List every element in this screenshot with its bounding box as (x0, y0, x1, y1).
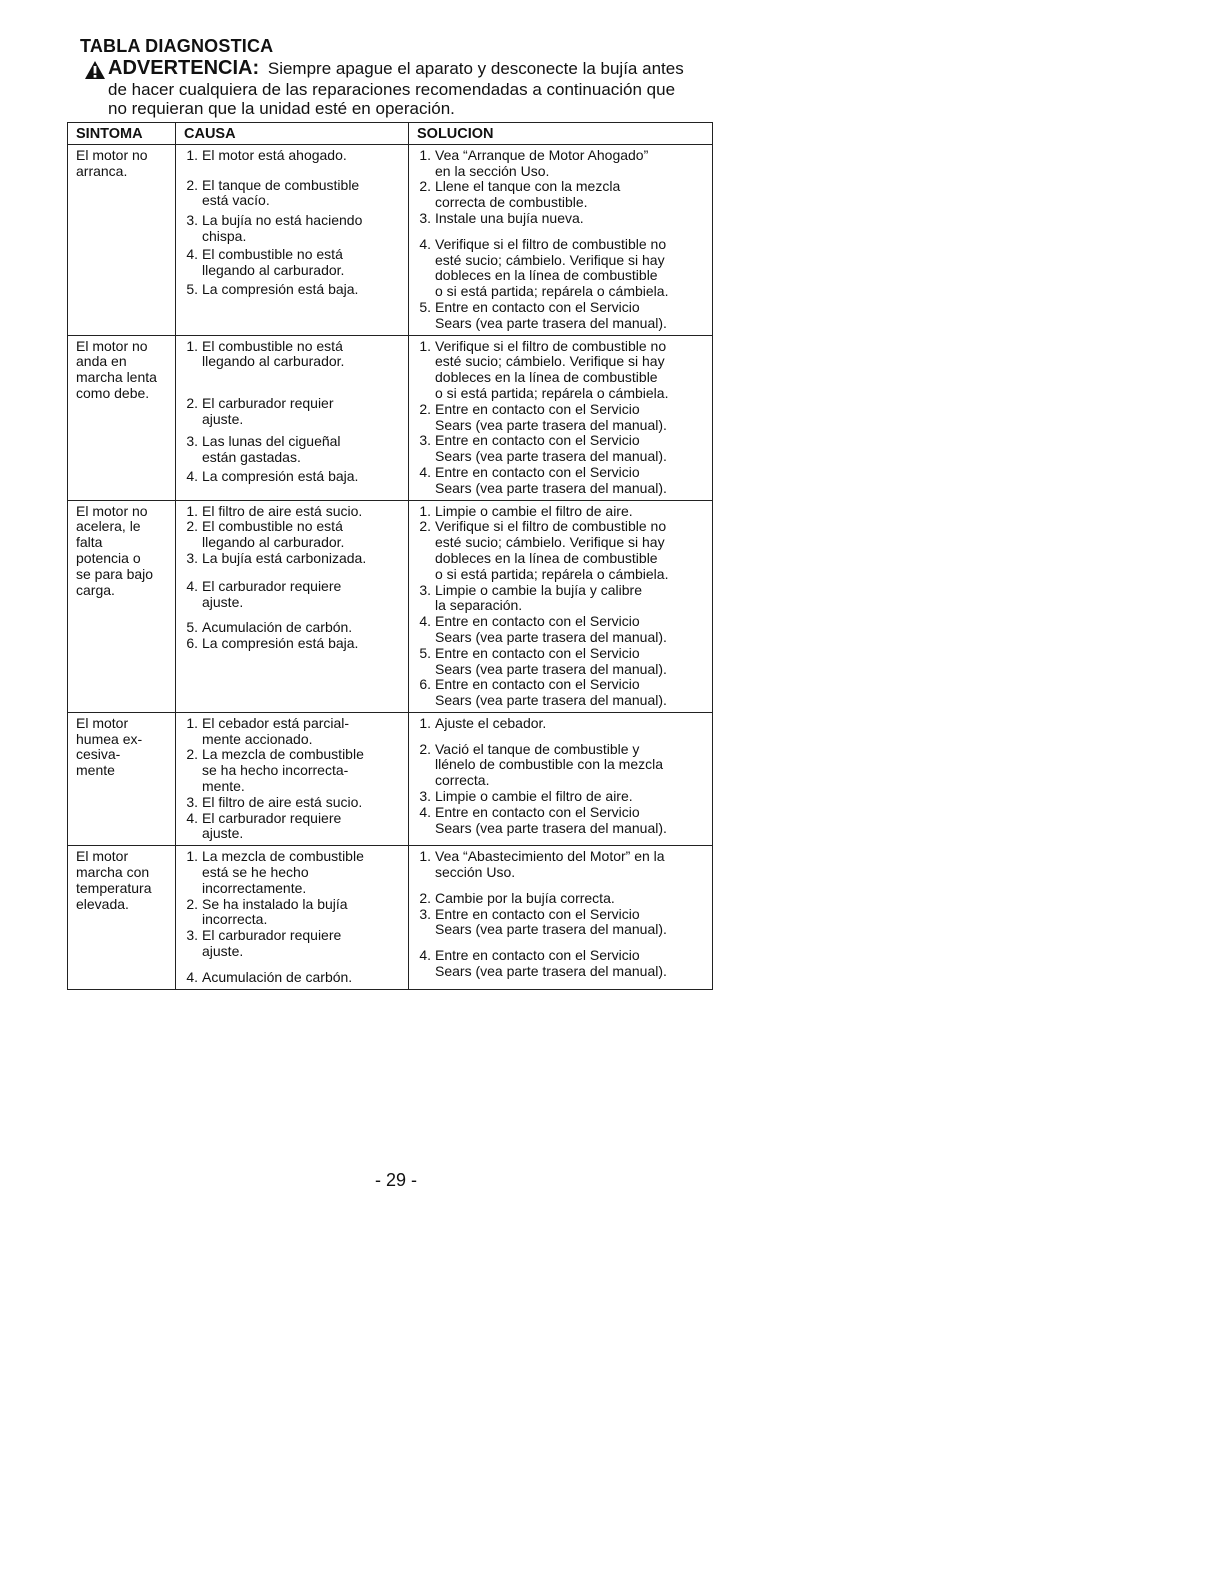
item-text (202, 247, 404, 279)
item-text (202, 551, 404, 567)
item-number: 3. (186, 793, 198, 810)
item-text-line: El cebador está parcial- (202, 714, 350, 731)
item-number: 4. (186, 468, 198, 485)
item-text (435, 891, 708, 907)
solucion-item (415, 849, 708, 881)
item-number: 5. (419, 644, 431, 661)
item-text-line: mente accionado. (202, 730, 313, 747)
item-text (202, 339, 404, 371)
item-text-line: Entre en contacto con el Servicio (435, 905, 640, 922)
sintoma-line: humea ex- (76, 730, 143, 747)
item-number: 2. (419, 178, 431, 195)
sintoma-line: El motor no (76, 337, 148, 354)
item-text (202, 396, 404, 428)
solucion-item (415, 339, 708, 402)
item-text-line: Vea “Abastecimiento del Motor” en la (435, 848, 665, 865)
item-text-line: Verifique si el filtro de combustible no (435, 518, 667, 535)
warning-label: ADVERTENCIA: (108, 57, 260, 79)
item-text-line: Entre en contacto con el Servicio (435, 803, 640, 820)
item-text (202, 282, 404, 298)
header-sintoma: SINTOMA (68, 123, 176, 145)
item-text (435, 465, 708, 497)
solucion-item (415, 433, 708, 465)
warning-text-line: de hacer cualquiera de las reparaciones recomendadas a continuación que (108, 80, 676, 99)
item-text (435, 519, 708, 582)
item-text-line: Vea “Arranque de Motor Ahogado” (435, 146, 649, 163)
solucion-cell (409, 335, 713, 500)
item-text-line: incorrecta. (202, 911, 268, 928)
diagnostic-table (67, 122, 713, 990)
sintoma-cell (68, 335, 176, 500)
item-number: 3. (186, 212, 198, 229)
causa-item (182, 579, 404, 611)
item-number: 5. (186, 619, 198, 636)
sintoma-line: elevada. (76, 895, 129, 912)
item-text-line: La bujía no está haciendo (202, 212, 363, 229)
item-text (435, 716, 708, 732)
item-text (202, 519, 404, 551)
item-text-line: Limpie o cambie el filtro de aire. (435, 788, 633, 805)
item-text-line: o si está partida; repárela o cámbiela. (435, 565, 669, 582)
item-number: 1. (186, 848, 198, 865)
causa-item (182, 795, 404, 811)
item-number: 3. (419, 788, 431, 805)
item-number: 1. (186, 714, 198, 731)
causa-cell (176, 335, 409, 500)
item-text (435, 948, 708, 980)
item-text-line: ajuste. (202, 825, 244, 842)
table-row (68, 712, 713, 845)
item-text-line: Llene el tanque con la mezcla (435, 178, 621, 195)
solucion-item (415, 179, 708, 211)
item-text-line: Entre en contacto con el Servicio (435, 400, 640, 417)
item-text (202, 849, 404, 896)
causa-item (182, 213, 404, 245)
item-text (435, 433, 708, 465)
item-text-line: Entre en contacto con el Servicio (435, 613, 640, 630)
item-number: 1. (419, 146, 431, 163)
page-title: TABLA DIAGNOSTICA (80, 36, 274, 56)
solucion-item (415, 742, 708, 789)
table-header-row (68, 123, 713, 145)
item-text (435, 789, 708, 805)
solucion-item (415, 891, 708, 907)
solucion-item (415, 789, 708, 805)
item-text-line: se ha hecho incorrecta- (202, 762, 349, 779)
solucion-item (415, 211, 708, 227)
item-text (435, 614, 708, 646)
item-number: 2. (419, 740, 431, 757)
solucion-item (415, 300, 708, 332)
item-text-line: Acumulación de carbón. (202, 968, 353, 985)
item-text-line: Sears (vea parte trasera del manual). (435, 963, 667, 980)
item-text (435, 300, 708, 332)
causa-item (182, 339, 404, 371)
item-text-line: El filtro de aire está sucio. (202, 502, 363, 519)
item-number: 3. (186, 432, 198, 449)
causa-item (182, 504, 404, 520)
item-text (435, 402, 708, 434)
item-text-line: llegando al carburador. (202, 353, 345, 370)
item-number: 5. (419, 298, 431, 315)
item-text-line: El carburador requiere (202, 809, 342, 826)
item-number: 3. (419, 432, 431, 449)
solucion-item (415, 614, 708, 646)
item-text (202, 148, 404, 164)
solucion-item (415, 465, 708, 497)
sintoma-line: El motor no (76, 146, 148, 163)
table-row (68, 335, 713, 500)
solucion-cell (409, 712, 713, 845)
causa-item (182, 396, 404, 428)
solucion-item (415, 237, 708, 300)
item-number: 4. (419, 803, 431, 820)
sintoma-line: marcha con (76, 864, 150, 881)
item-text-line: El carburador requiere (202, 577, 342, 594)
causa-cell (176, 144, 409, 335)
item-text (435, 677, 708, 709)
warning-text-line: no requieran que la unidad esté en operación. (108, 99, 455, 118)
item-number: 4. (186, 577, 198, 594)
item-text (435, 504, 708, 520)
item-text-line: sección Uso. (435, 864, 516, 881)
item-text (435, 907, 708, 939)
solucion-cell (409, 846, 713, 989)
item-text-line: El combustible no está (202, 337, 343, 354)
item-number: 2. (186, 518, 198, 535)
item-text-line: Sears (vea parte trasera del manual). (435, 692, 667, 709)
item-text (202, 434, 404, 466)
item-text-line: El combustible no está (202, 518, 343, 535)
item-number: 1. (419, 848, 431, 865)
item-text-line: Sears (vea parte trasera del manual). (435, 314, 667, 331)
item-text-line: Limpie o cambie la bujía y calibre (435, 581, 642, 598)
item-number: 4. (419, 947, 431, 964)
item-text-line: Verifique si el filtro de combustible no (435, 337, 667, 354)
item-number: 1. (186, 146, 198, 163)
item-number: 4. (419, 235, 431, 252)
item-text-line: correcta. (435, 772, 490, 789)
causa-item (182, 716, 404, 748)
item-text-line: llegando al carburador. (202, 534, 345, 551)
causa-item (182, 519, 404, 551)
table-row (68, 144, 713, 335)
item-text-line: Entre en contacto con el Servicio (435, 644, 640, 661)
item-text-line: El motor está ahogado. (202, 146, 347, 163)
item-number: 6. (186, 635, 198, 652)
header-causa: CAUSA (176, 123, 409, 145)
item-text-line: El filtro de aire está sucio. (202, 793, 363, 810)
item-number: 2. (419, 400, 431, 417)
sintoma-line: mente (76, 762, 115, 779)
item-text-line: ajuste. (202, 593, 244, 610)
item-text-line: llegando al carburador. (202, 261, 345, 278)
warning-line (108, 59, 708, 78)
item-text (202, 716, 404, 748)
warning-continuation (108, 80, 708, 118)
item-number: 3. (186, 927, 198, 944)
item-text-line: Entre en contacto con el Servicio (435, 676, 640, 693)
item-text (202, 504, 404, 520)
sintoma-line: El motor no (76, 502, 148, 519)
item-text (202, 178, 404, 210)
item-text-line: El carburador requiere (202, 927, 342, 944)
sintoma-line: como debe. (76, 384, 150, 401)
item-text-line: esté sucio; cámbielo. Verifique si hay (435, 534, 665, 551)
item-number: 1. (419, 337, 431, 354)
warning-icon (84, 60, 106, 80)
sintoma-line: temperatura (76, 879, 152, 896)
table-row (68, 846, 713, 989)
causa-item (182, 811, 404, 843)
item-text-line: están gastadas. (202, 448, 301, 465)
item-number: 3. (419, 209, 431, 226)
item-number: 5. (186, 281, 198, 298)
sintoma-line: falta (76, 534, 103, 551)
item-number: 2. (186, 746, 198, 763)
item-text-line: Entre en contacto con el Servicio (435, 463, 640, 480)
item-text-line: Vació el tanque de combustible y (435, 740, 640, 757)
sintoma-line: El motor (76, 714, 129, 731)
item-text (202, 636, 404, 652)
solucion-item (415, 646, 708, 678)
causa-item (182, 247, 404, 279)
solucion-item (415, 948, 708, 980)
item-number: 4. (186, 245, 198, 262)
item-text-line: mente. (202, 778, 245, 795)
causa-item (182, 636, 404, 652)
item-text-line: correcta de combustible. (435, 194, 588, 211)
causa-item (182, 897, 404, 929)
item-number: 4. (419, 463, 431, 480)
item-text-line: Sears (vea parte trasera del manual). (435, 921, 667, 938)
item-text (202, 928, 404, 960)
item-text-line: Acumulación de carbón. (202, 619, 353, 636)
causa-item (182, 928, 404, 960)
sintoma-cell (68, 846, 176, 989)
causa-item (182, 469, 404, 485)
causa-item (182, 551, 404, 567)
item-text-line: está vacío. (202, 192, 270, 209)
item-text (202, 747, 404, 794)
item-text-line: La mezcla de combustible (202, 746, 364, 763)
item-text-line: Sears (vea parte trasera del manual). (435, 628, 667, 645)
item-text (435, 237, 708, 300)
causa-item (182, 620, 404, 636)
header-solucion: SOLUCION (409, 123, 713, 145)
sintoma-line: marcha lenta (76, 369, 157, 386)
item-text-line: El tanque de combustible (202, 176, 360, 193)
solucion-cell (409, 144, 713, 335)
causa-item (182, 747, 404, 794)
causa-item (182, 434, 404, 466)
solucion-item (415, 519, 708, 582)
item-text-line: La compresión está baja. (202, 281, 359, 298)
item-text-line: Sears (vea parte trasera del manual). (435, 448, 667, 465)
item-text-line: Sears (vea parte trasera del manual). (435, 416, 667, 433)
table-body (68, 144, 713, 989)
item-number: 2. (419, 889, 431, 906)
item-text-line: incorrectamente. (202, 879, 307, 896)
solucion-item (415, 148, 708, 180)
sintoma-line: carga. (76, 581, 115, 598)
causa-item (182, 282, 404, 298)
item-text (202, 795, 404, 811)
sintoma-line: acelera, le (76, 518, 141, 535)
item-text (435, 583, 708, 615)
table-row (68, 500, 713, 712)
item-text-line: Limpie o cambie el filtro de aire. (435, 502, 633, 519)
item-text (202, 811, 404, 843)
sintoma-line: potencia o (76, 549, 141, 566)
item-text-line: dobleces en la línea de combustible (435, 549, 658, 566)
item-text (202, 213, 404, 245)
item-number: 1. (419, 714, 431, 731)
causa-cell (176, 500, 409, 712)
item-text (435, 646, 708, 678)
causa-item (182, 148, 404, 164)
solucion-item (415, 402, 708, 434)
item-text-line: Verifique si el filtro de combustible no (435, 235, 667, 252)
item-text (202, 897, 404, 929)
solucion-item (415, 716, 708, 732)
item-number: 3. (419, 905, 431, 922)
item-text (435, 742, 708, 789)
solucion-item (415, 805, 708, 837)
item-text-line: chispa. (202, 227, 247, 244)
causa-item (182, 970, 404, 986)
item-text-line: Sears (vea parte trasera del manual). (435, 660, 667, 677)
item-text-line: está se he hecho (202, 864, 309, 881)
item-text-line: La compresión está baja. (202, 635, 359, 652)
item-text (435, 849, 708, 881)
sintoma-line: se para bajo (76, 565, 154, 582)
causa-item (182, 178, 404, 210)
item-text-line: dobleces en la línea de combustible (435, 267, 658, 284)
item-text-line: La mezcla de combustible (202, 848, 364, 865)
item-text (435, 339, 708, 402)
item-text-line: ajuste. (202, 943, 244, 960)
sintoma-line: El motor (76, 848, 129, 865)
item-text-line: llénelo de combustible con la mezcla (435, 756, 664, 773)
item-text-line: El carburador requier (202, 395, 334, 412)
item-text-line: Ajuste el cebador. (435, 714, 547, 731)
item-text-line: Se ha instalado la bujía (202, 895, 348, 912)
solucion-item (415, 504, 708, 520)
sintoma-cell (68, 500, 176, 712)
item-text-line: Cambie por la bujía correcta. (435, 889, 615, 906)
item-text-line: Instale una bujía nueva. (435, 209, 584, 226)
item-text-line: o si está partida; repárela o cámbiela. (435, 384, 669, 401)
item-text (202, 620, 404, 636)
sintoma-line: arranca. (76, 162, 128, 179)
item-text-line: Sears (vea parte trasera del manual). (435, 479, 667, 496)
item-text (202, 579, 404, 611)
item-text-line: o si está partida; repárela o cámbiela. (435, 283, 669, 300)
item-text-line: esté sucio; cámbielo. Verifique si hay (435, 251, 665, 268)
item-number: 3. (419, 581, 431, 598)
item-number: 1. (186, 337, 198, 354)
sintoma-line: cesiva- (76, 746, 121, 763)
item-text-line: esté sucio; cámbielo. Verifique si hay (435, 353, 665, 370)
page-number: - 29 - (374, 1170, 417, 1190)
item-text-line: en la sección Uso. (435, 162, 550, 179)
item-text-line: Sears (vea parte trasera del manual). (435, 819, 667, 836)
item-text-line: La compresión está baja. (202, 468, 359, 485)
item-number: 3. (186, 549, 198, 566)
item-number: 4. (186, 968, 198, 985)
warning-text: Siempre apague el aparato y desconecte la bujía antes (267, 59, 684, 78)
item-text (202, 469, 404, 485)
item-text-line: Las lunas del cigueñal (202, 432, 341, 449)
causa-cell (176, 712, 409, 845)
sintoma-cell (68, 712, 176, 845)
solucion-item (415, 907, 708, 939)
item-text-line: Entre en contacto con el Servicio (435, 298, 640, 315)
item-number: 2. (186, 395, 198, 412)
item-number: 4. (186, 809, 198, 826)
solucion-item (415, 583, 708, 615)
causa-cell (176, 846, 409, 989)
item-number: 2. (419, 518, 431, 535)
item-text-line: El combustible no está (202, 245, 343, 262)
item-text (202, 970, 404, 986)
causa-item (182, 849, 404, 896)
item-text (435, 148, 708, 180)
item-number: 2. (186, 176, 198, 193)
item-number: 1. (186, 502, 198, 519)
item-number: 4. (419, 613, 431, 630)
item-text-line: ajuste. (202, 410, 244, 427)
item-text-line: Entre en contacto con el Servicio (435, 947, 640, 964)
item-text-line: Entre en contacto con el Servicio (435, 432, 640, 449)
item-text-line: La bujía está carbonizada. (202, 549, 367, 566)
item-text (435, 211, 708, 227)
item-number: 6. (419, 676, 431, 693)
item-text-line: dobleces en la línea de combustible (435, 369, 658, 386)
sintoma-line: anda en (76, 353, 127, 370)
solucion-item (415, 677, 708, 709)
item-number: 1. (419, 502, 431, 519)
solucion-cell (409, 500, 713, 712)
item-text (435, 179, 708, 211)
item-text-line: la separación. (435, 597, 523, 614)
item-text (435, 805, 708, 837)
item-number: 2. (186, 895, 198, 912)
sintoma-cell (68, 144, 176, 335)
